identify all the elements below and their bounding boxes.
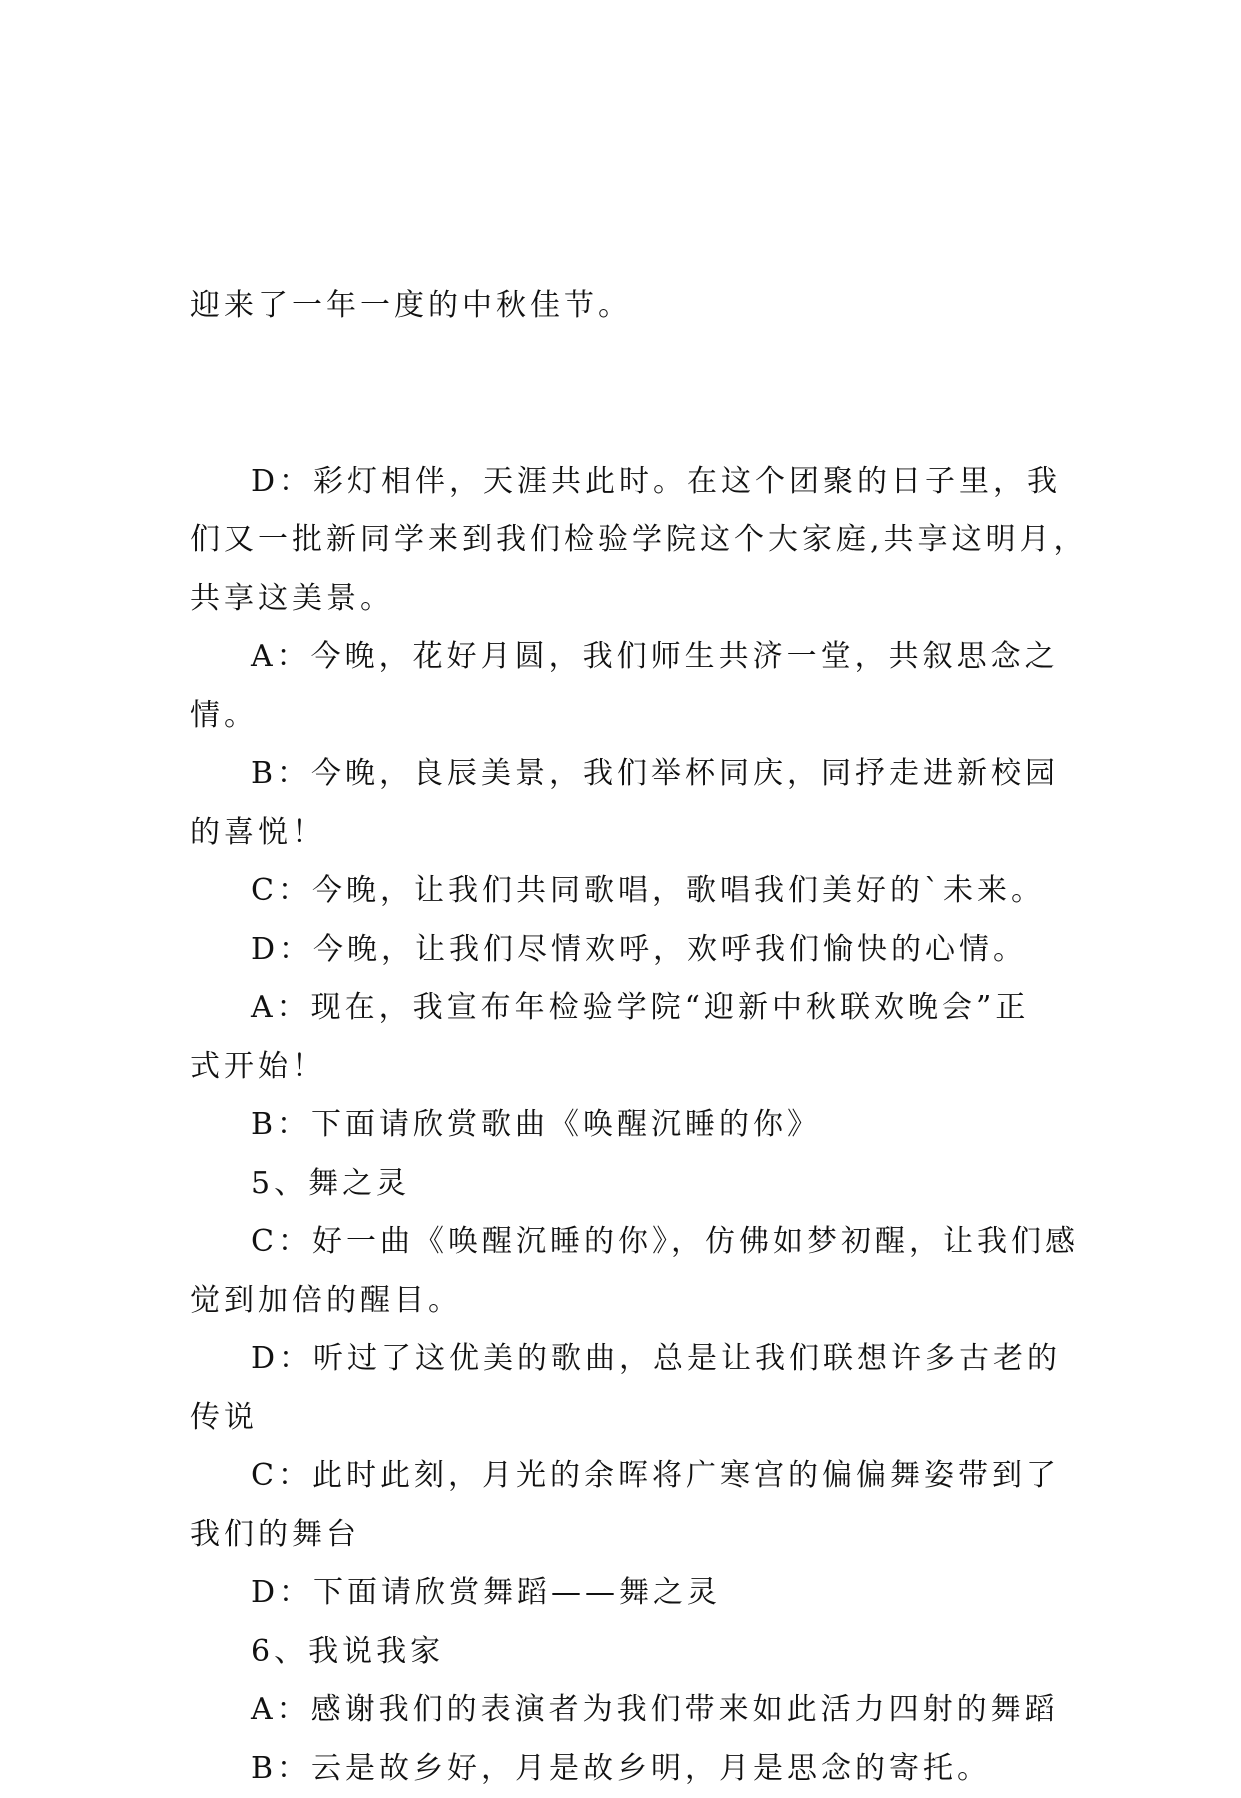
paragraph bbox=[190, 1564, 1090, 1623]
text-line: 们又一批新同学来到我们检验学院这个大家庭,共享这明月， bbox=[190, 511, 1090, 570]
text-line: 我们的舞台 bbox=[190, 1506, 1090, 1565]
text-line: 的喜悦！ bbox=[190, 804, 1090, 863]
text-line: A：感谢我们的表演者为我们带来如此活力四射的舞蹈 bbox=[190, 1681, 1090, 1740]
section-heading bbox=[190, 1155, 1090, 1214]
paragraph bbox=[190, 628, 1090, 745]
paragraph bbox=[190, 1740, 1090, 1798]
text-line: B：今晚，良辰美景，我们举杯同庆，同抒走进新校园 bbox=[190, 745, 1090, 804]
text-line: A：今晚，花好月圆，我们师生共济一堂，共叙思念之 bbox=[190, 628, 1090, 687]
text-line: C：此时此刻，月光的余晖将广寒宫的偏偏舞姿带到了 bbox=[190, 1447, 1090, 1506]
text-line: 迎来了一年一度的中秋佳节。 bbox=[190, 277, 1090, 336]
paragraph bbox=[190, 1330, 1090, 1447]
text-line: D：彩灯相伴，天涯共此时。在这个团聚的日子里，我 bbox=[190, 453, 1090, 512]
text-line: B：云是故乡好，月是故乡明，月是思念的寄托。 bbox=[190, 1740, 1090, 1798]
text-line: 6、我说我家 bbox=[190, 1623, 1090, 1682]
paragraph bbox=[190, 160, 1090, 453]
text-line: B：下面请欣赏歌曲《唤醒沉睡的你》 bbox=[190, 1096, 1090, 1155]
section-heading bbox=[190, 1623, 1090, 1682]
text-line: 式开始！ bbox=[190, 1038, 1090, 1097]
text-line: D：今晚，让我们尽情欢呼，欢呼我们愉快的心情。 bbox=[190, 921, 1090, 980]
paragraph bbox=[190, 862, 1090, 921]
paragraph bbox=[190, 745, 1090, 862]
text-line: 觉到加倍的醒目。 bbox=[190, 1272, 1090, 1331]
paragraph bbox=[190, 921, 1090, 980]
paragraph bbox=[190, 979, 1090, 1096]
paragraph bbox=[190, 1681, 1090, 1740]
text-line: 共享这美景。 bbox=[190, 570, 1090, 629]
text-line: C：好一曲《唤醒沉睡的你》，仿佛如梦初醒，让我们感 bbox=[190, 1213, 1090, 1272]
text-line: C：今晚，让我们共同歌唱，歌唱我们美好的`未来。 bbox=[190, 862, 1090, 921]
text-line: 情。 bbox=[190, 687, 1090, 746]
document-body bbox=[190, 160, 1090, 1798]
text-line: D：下面请欣赏舞蹈——舞之灵 bbox=[190, 1564, 1090, 1623]
text-line: D：听过了这优美的歌曲，总是让我们联想许多古老的 bbox=[190, 1330, 1090, 1389]
paragraph bbox=[190, 453, 1090, 629]
paragraph bbox=[190, 1447, 1090, 1564]
text-line: 传说 bbox=[190, 1389, 1090, 1448]
text-line: 5、舞之灵 bbox=[190, 1155, 1090, 1214]
paragraph bbox=[190, 1096, 1090, 1155]
paragraph bbox=[190, 1213, 1090, 1330]
text-line: A：现在，我宣布年检验学院“迎新中秋联欢晚会”正 bbox=[190, 979, 1090, 1038]
